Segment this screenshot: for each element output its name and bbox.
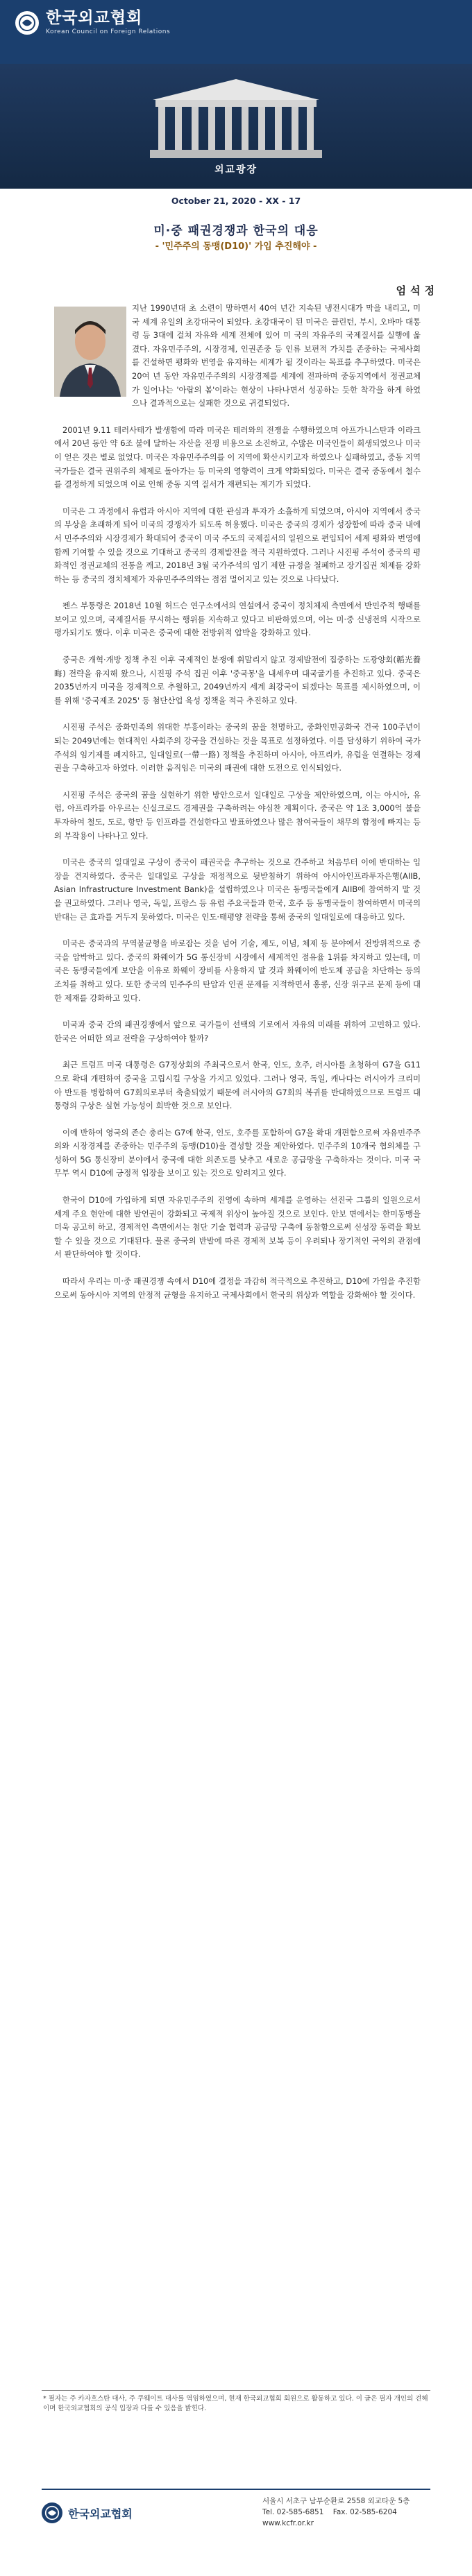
footer	[42, 2489, 430, 2540]
emblem-icon	[15, 11, 39, 35]
paragraph: 시진핑 주석은 중화민족의 위대한 부흥이라는 중국의 꿈을 천명하고, 중화인민공화국 건국 100주년이 되는 2049년에는 현대적인 사회주의 강국을 건설하는 것을 목표로 설정하였다. 이를 달성하기 위하여 국가주석의 임기제를 폐지하고, 일대일로(一帶一路) 정책을 추진하며 아시아, 아프리카, 유럽을 연결하는 경제권을 구축하고자 하였다. 이러한 움직임은 미국의 패권에 대한 도전으로 인식되었다.	[54, 722, 421, 773]
publication-name: 외교광장	[214, 165, 258, 175]
footer-contact	[262, 2496, 410, 2529]
paragraph: 미국은 중국의 일대일로 구상이 중국이 패권국을 추구하는 것으로 간주하고 처음부터 이에 반대하는 입장을 견지하였다. 중국은 일대일로 구상을 재정적으로 뒷받침하기 위하여 아시아인프라투자은행(AIIB, Asian Infrastructure Investment Bank)을 설립하였으나 미국은 동맹국들에게 AIIB에 참여하지 말 것을 권고하였다. 그러나 영국, 독일, 프랑스 등 유럽 주요국들과 한국, 호주 등 동맹국들이 참여하면서 미국의 반대는 큰 효과를 거두지 못하였다. 미국은 인도·태평양 전략을 통해 중국의 일대일로에 대응하고 있다.	[54, 857, 421, 922]
paragraph: 이에 반하여 영국의 존슨 총리는 G7에 한국, 인도, 호주를 포함하여 G7을 확대 개편함으로써 자유민주주의와 시장경제를 존중하는 민주주의 동맹(D10)을 결성할 것을 제안하였다. 민주주의 10개국 협의체를 구성하여 5G 통신장비 분야에서 중국에 대한 의존도를 낮추고 새로운 공급망을 구축하자는 것이다. 미국 국무부 역시 D10에 긍정적 입장을 보이고 있는 것으로 알려지고 있다.	[54, 1127, 421, 1178]
paragraph: 지난 1990년대 초 소련이 망하면서 40여 년간 지속된 냉전시대가 막을 내리고, 미국 세계 유일의 초강대국이 되었다. 초강대국이 된 미국은 클린턴, 부시, 오바마 대통령 등 3대에 걸쳐 자유와 세계 전체에 있어 미 국의 자유주의 국제질서를 실행에 옮겼다. 자유민주주의, 시장경제, 인권존중 등 인류 보편적 가치를 존중하는 국제사회를 건설하면 평화와 번영을 유지하는 세계가 될 것이라는 목표를 추구하였다. 미국은 20여 년 동안 자유민주주의의 시장경제를 세계에 전파하며 중동지역에서 정권교체가 일어나는 '아랍의 봄'이라는 현상이 나타나면서 성공하는 듯한 착각을 하게 하였으나 결과적으로는 실패한 것으로 귀결되었다.	[132, 303, 421, 409]
footer-tel: Tel. 02-585-6851	[262, 2508, 324, 2516]
footer-fax: Fax. 02-585-6204	[332, 2508, 397, 2516]
article-subtitle: - '민주주의 동맹(D10)' 가입 추진해야 -	[155, 241, 317, 252]
paragraph: 펜스 부통령은 2018년 10월 허드슨 연구소에서의 연설에서 중국이 정치체제 측면에서 반민주적 행태를 보이고 있으며, 국제질서를 무시하는 행위를 지속하고 있다고 비판하였으며, 이는 미·중 신냉전의 시작으로 평가되기도 했다. 이후 미국은 중국에 대한 전방위적 압박을 강화하고 있다.	[54, 601, 421, 638]
paragraph: 시진핑 주석은 중국의 꿈을 실현하기 위한 방안으로서 일대일로 구상을 제안하였으며, 이는 아시아, 유럽, 아프리카를 아우르는 신실크로드 경제권을 구축하려는 야심찬 계획이다. 중국은 약 1조 3,000억 불을 투자하여 철도, 도로, 항만 등 인프라를 건설한다고 발표하였으나 많은 참여국들이 채무의 함정에 빠지는 등의 부작용이 나타나고 있다.	[54, 789, 421, 841]
footnote-divider	[42, 2390, 430, 2391]
hero-banner	[0, 64, 472, 189]
emblem-icon	[42, 2502, 62, 2523]
footnote: * 필자는 주 카자흐스탄 대사, 주 쿠웨이트 대사를 역임하였으며, 현재 한국외교협회 회원으로 활동하고 있다. 이 글은 필자 개인의 견해이며 한국외교협회의 공식 입장과 다를 수 있음을 밝힌다.	[43, 2395, 428, 2412]
paragraph: 미국은 그 과정에서 유럽과 아시아 지역에 대한 관심과 투자가 소홀하게 되었으며, 아시아 지역에서 중국의 부상을 초래하게 되어 미국의 경쟁자가 되도록 허용했다. 미국은 중국의 경제가 성장함에 따라 중국 내에서 민주주의와 시장경제가 확대되어 중국이 미국 주도의 국제질서의 일원으로 편입되어 세계 평화와 번영에 함께 기여할 수 있을 것으로 기대하고 중국의 경제발전을 적극 지원하였다. 그러나 시진핑 주석이 중국의 평화적인 정권교체의 전통을 깨고, 2018년 3월 국가주석의 임기 제한 규정을 철폐하고 장기집권 체제를 강화하는 등 중국의 정치체제가 자유민주주의와는 점점 멀어지고 있는 것으로 나타났다.	[54, 506, 421, 584]
org-name-ko: 한국외교협회	[46, 9, 143, 27]
paragraph: 최근 트럼프 미국 대통령은 G7정상회의 주최국으로서 한국, 인도, 호주, 러시아를 초청하여 G7을 G11으로 확대 개편하여 중국을 고립시킬 구상을 가지고 있었다. 그러나 영국, 독일, 캐나다는 러시아가 크리미아 반도를 병합하여 G7회의로부터 축출되었기 때문에 러시아의 G7회의 복귀를 반대하였으므로 트럼프 대통령의 구상은 실현 가능성이 희박한 것으로 보인다.	[54, 1060, 421, 1111]
paragraph: 미국과 중국 간의 패권경쟁에서 앞으로 국가들이 선택의 기로에서 자유의 미래를 위하여 고민하고 있다. 한국은 어떠한 외교 전략을 구상하여야 할까?	[54, 1020, 421, 1043]
footer-org-name: 한국외교협회	[68, 2507, 133, 2521]
building-illustration	[144, 76, 328, 158]
paragraph: 중국은 개혁·개방 정책 추진 이후 국제적인 분쟁에 휘말리지 않고 경제발전에 집중하는 도광양회(韜光養晦) 전략을 유지해 왔으나, 시진핑 주석 집권 이후 '중국몽'을 내세우며 대국굴기를 추진하고 있다. 중국은 2035년까지 미국을 경제적으로 추월하고, 2049년까지 세계 최강국이 되겠다는 목표를 제시하였으며, 이를 위해 '중국제조 2025' 등 첨단산업 육성 정책을 적극 추진하고 있다.	[54, 655, 421, 705]
author-name: 엄석정	[396, 284, 439, 297]
paragraph: 미국은 중국과의 무역불균형을 바로잡는 것을 넘어 기술, 제도, 이념, 체제 등 분야에서 전방위적으로 중국을 압박하고 있다. 중국의 화웨이가 5G 통신장비 시장에서 세계적인 점유율 1위를 차지하고 있는데, 미국은 동맹국들에게 보안을 이유로 화웨이 장비를 사용하지 말 것과 화웨이에 반도체 공급을 차단하는 등의 조치를 취하고 있다. 또한 중국의 민주주의 탄압과 인권 문제를 지적하면서 홍콩, 신장 위구르 문제 등에 대한 제재를 강화하고 있다.	[54, 938, 421, 1003]
issue-line: October 21, 2020 - XX - 17	[171, 196, 301, 206]
footer-logo	[42, 2502, 133, 2523]
paragraph: 한국이 D10에 가입하게 되면 자유민주주의 진영에 속하며 세계를 운영하는 선진국 그룹의 일원으로서 세계 주요 현안에 대한 발언권이 강화되고 국제적 위상이 높아질 것으로 보인다. 안보 면에서는 한미동맹을 더욱 공고히 하고, 경제적인 측면에서는 첨단 기술 협력과 공급망 구축에 동참함으로써 신성장 동력을 확보할 수 있을 것으로 기대된다. 물론 중국의 반발에 따른 경제적 보복 등이 우려되나 장기적인 국익의 관점에서 판단하여야 할 것이다.	[54, 1195, 421, 1260]
article-body	[54, 302, 421, 1315]
header-bar	[0, 0, 472, 64]
org-name-en: Korean Council on Foreign Relations	[46, 28, 171, 35]
paragraph: 따라서 우리는 미·중 패권경쟁 속에서 D10에 결정을 과감히 적극적으로 추진하고, D10에 가입을 추진함으로써 동아시아 지역의 안정적 균형을 유지하고 국제사회에서 한국의 위상과 역할을 강화해야 할 것이다.	[54, 1276, 421, 1300]
paragraph: 2001년 9.11 테러사태가 발생함에 따라 미국은 테러와의 전쟁을 수행하였으며 아프가니스탄과 이라크에서 20년 동안 약 6조 불에 달하는 자산을 전쟁 비용으로 소진하고, 수많은 미국인들이 희생되었으나 미국이 얻은 것은 별로 없었다. 미국은 자유민주주의를 이 지역에 확산시키고자 하였으나 실패하였고, 중동 지역 국가들은 결국 권위주의 체제로 돌아가는 등 미국의 영향력이 크게 약화되었다. 미국은 결국 중동에서 철수를 결정하게 되었으며 이로 인해 중동 지역 질서가 재편되는 계기가 되었다.	[54, 424, 421, 490]
footer-address: 서울시 서초구 남부순환로 2558 외교타운 5층	[262, 2497, 410, 2505]
article-title: 미·중 패권경쟁과 한국의 대응	[153, 224, 319, 238]
footer-website[interactable]: www.kcfr.or.kr	[262, 2519, 314, 2527]
header-logo	[15, 10, 170, 35]
